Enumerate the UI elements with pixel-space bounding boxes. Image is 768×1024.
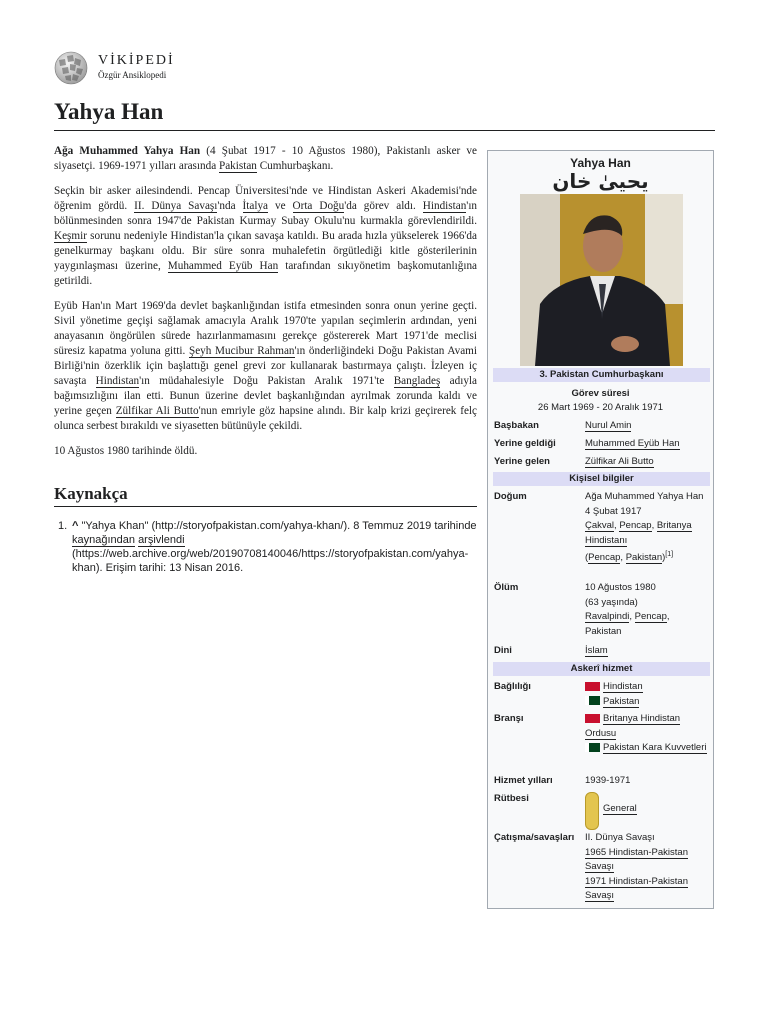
- article-link[interactable]: Keşmir: [54, 230, 87, 242]
- service-years: 1939-1971: [585, 775, 631, 786]
- wikipedia-globe-icon: [53, 51, 89, 85]
- war-link[interactable]: 1965 Hindistan-Pakistan Savaşı: [585, 846, 688, 872]
- career-paragraph: Seçkin bir asker ailesindendi. Pencap Üniversitesi'nde ve Hindistan Askeri Akademisi'nde öğrenim gördü. II. Dünya Savaşı'nda İtalya ve Orta Doğu'da görev aldı. Hindistan'ın bölünmesinden sonra 1947'de Pakistan Kurmay Subay Okulu'nu kurmakla görevlendirildi. Keşmir sorunu nedeniyle Hindistan'la çıkan savaşa katıldı. Bu arada hızla yükselerek 1966'da genelkurmay başkanı oldu. Bir süre sonra muhalefetin örgütlediği kitle gösterilerinin yaygınlaşması üzerine, Muhammed Eyüb Han tarafından sıkıyönetim başkomutanlığına getirildi.: [54, 185, 478, 287]
- religion-link[interactable]: İslam: [585, 645, 608, 656]
- site-tagline: Özgür Ansiklopedi: [98, 70, 167, 80]
- article-link[interactable]: Muhammed Eyüb Han: [167, 260, 279, 272]
- military-header: Askerî hizmet: [493, 662, 710, 676]
- birth-place: Çakval, Pencap, Britanya Hindistanı: [585, 520, 692, 546]
- british-india-flag-icon: [585, 714, 600, 723]
- british-india-flag-icon: [585, 682, 600, 691]
- reference-source-link[interactable]: kaynağından: [72, 534, 135, 546]
- death-age: (63 yaşında): [585, 596, 638, 608]
- article-link[interactable]: Şeyh Mucibur Rahman: [188, 345, 295, 357]
- reference-item: [58, 519, 477, 575]
- title-divider: [54, 130, 715, 131]
- predecessor-link[interactable]: Muhammed Eyüb Han: [585, 438, 680, 449]
- birth-place-link[interactable]: Pencap: [619, 520, 652, 531]
- site-wordmark: VİKİPEDİ: [98, 53, 175, 68]
- birth-place-link[interactable]: Çakval: [585, 520, 615, 531]
- birth-country-link[interactable]: Pakistan: [625, 552, 663, 564]
- office-header: 3. Pakistan Cumhurbaşkanı: [493, 368, 710, 382]
- article-link[interactable]: Orta Doğu: [292, 200, 345, 212]
- reference-backlink[interactable]: ^: [72, 520, 79, 532]
- references-heading: Kaynakça: [54, 484, 128, 503]
- intro-paragraph: Ağa Muhammed Yahya Han (4 Şubat 1917 - 10 Ağustos 1980), Pakistanlı asker ve siyasetçi. 1969-1971 yılları arasında Pakistan Cumhurbaşkanı.: [54, 145, 477, 172]
- article-body: [54, 144, 477, 469]
- references-list: [58, 519, 477, 575]
- term-value: 26 Mart 1969 - 20 Aralık 1971: [537, 402, 664, 413]
- birth-date: 4 Şubat 1917: [585, 505, 642, 517]
- allegiance-link[interactable]: Hindistan: [603, 681, 643, 692]
- birth-province-link[interactable]: Pencap: [588, 552, 621, 564]
- article-link[interactable]: II. Dünya Savaşı: [134, 200, 218, 212]
- war-item[interactable]: II. Dünya Savaşı: [585, 832, 655, 843]
- birth-place-link[interactable]: Britanya Hindistanı: [585, 520, 692, 546]
- wikipedia-logo[interactable]: [53, 51, 193, 87]
- article-link[interactable]: Hindistan: [95, 375, 140, 387]
- death-paragraph: 10 Ağustos 1980 tarihinde öldü.: [54, 445, 198, 457]
- death-date: 10 Ağustos 1980: [585, 582, 656, 593]
- death-country: Pakistan: [585, 625, 622, 637]
- branch-link[interactable]: Pakistan Kara Kuvvetleri: [603, 742, 707, 753]
- presidency-paragraph: Eyüb Han'ın Mart 1969'da devlet başkanlığından istifa etmesinden sonra onun yerine geçti. Sivil yönetime geçişi sağlamak amacıyla Aralık 1970'te yapılan seçimlerin ardından, yeni anayasanın öngörülen sürede hazırlanmamasını gerekçe göstererek Mart 1971'de meclisi süresiz kapatma yoluna gitti. Şeyh Mucibur Rahman'ın önderliğindeki Doğu Pakistan Avami Birliği'nin özerklik için başlattığı genel grevi zor kullanarak bastırmaya çalıştı. İzleyen iç savaşta Hindistan'ın müdahalesiyle Doğu Pakistan Aralık 1971'te Bangladeş adıyla bağımsızlığını ilan etti. Bunun üzerine devlet başkanlığından ayrılmak zorunda kaldı ve yerine geçen Zülfikar Ali Butto'nun emriyle göz hapsine alındı. Bir kalp krizi geçirerek felç olunca serbest bırakıldı ve siyasetten bütünüyle çekildi.: [54, 300, 477, 432]
- death-province-link[interactable]: Pencap: [634, 611, 667, 622]
- article-link[interactable]: İtalya: [242, 200, 268, 212]
- reference-number: 1.: [58, 520, 68, 532]
- infobox-row-rank: Rütbesi General: [494, 792, 710, 832]
- infobox-title: Yahya Han: [570, 156, 631, 170]
- birth-name: Ağa Muhammed Yahya Han: [585, 491, 704, 502]
- branch-link[interactable]: Britanya Hindistan Ordusu: [585, 713, 681, 739]
- reference-text-a[interactable]: "Yahya Khan" (http://storyofpakistan.com/yahya-khan/). 8 Temmuz 2019 tarihinde: [78, 520, 477, 532]
- pm-link[interactable]: Nurul Amin: [585, 420, 632, 431]
- birth-footnote[interactable]: [1]: [665, 551, 674, 558]
- article-link[interactable]: Hindistan: [422, 200, 467, 212]
- article-link[interactable]: Pakistan: [218, 160, 257, 172]
- portrait-image: [520, 194, 683, 366]
- personal-header: Kişisel bilgiler: [493, 472, 710, 486]
- article-link[interactable]: Bangladeş: [393, 375, 441, 387]
- pakistan-flag-icon: [585, 696, 600, 705]
- infobox-native-name: يحيیٰ خان: [552, 169, 649, 193]
- allegiance-link[interactable]: Pakistan: [603, 695, 640, 707]
- references-divider: [54, 506, 477, 507]
- infobox: Yahya Han يحيیٰ خان 3. Pakistan Cumhurbaşkanı Görev süresi 26 Mart 1969 - 20 Aralık 1971 Başbakan Nurul Amin Yerine geldiği Muhammed Eyüb Han Yerine gelen Zülfikar Ali Butto Kişisel bilgiler Doğum Ağa Muhammed Yahya Han 4 Şubat 1917 Çakval, Pencap, Britanya Hindistanı (Pencap, Pakistan)[1] Ölüm 10 Ağustos 1980 (63 yaşında) Ravalpindi, Pencap, Pakistan Dini İslam Askerî hizmet Bağlılığı Hindistan Pakistan Branşı Britanya Hindistan Ordusu Pakistan Kara Kuvvetleri Hizmet yılları 1939-1971 Rütbesi General Çatışma/savaşları II. Dünya Savaşı 1965 Hindistan-Pakistan Savaşı 1971 Hindistan-Pakistan Savaşı: [487, 150, 714, 909]
- page-title: Yahya Han: [54, 99, 164, 124]
- reference-text-c[interactable]: (https://web.archive.org/web/20190708140046/https://storyofpakistan.com/yahya-khan). Erişim tarihi: 13 Nisan 2016.: [72, 548, 469, 574]
- term-label: Görev süresi: [571, 388, 630, 399]
- article-link[interactable]: Zülfikar Ali Butto: [115, 405, 199, 417]
- death-city-link[interactable]: Ravalpindi: [585, 611, 630, 622]
- portrait-photo[interactable]: [520, 194, 683, 366]
- rank-link[interactable]: General: [603, 803, 637, 814]
- pakistan-flag-icon: [585, 743, 600, 752]
- successor-link[interactable]: Zülfikar Ali Butto: [585, 456, 654, 467]
- birth-place-modern: (Pencap, Pakistan)[1]: [585, 551, 674, 564]
- reference-archive-link[interactable]: arşivlendi: [138, 534, 185, 546]
- rank-insignia-icon[interactable]: [585, 792, 599, 830]
- war-link[interactable]: 1971 Hindistan-Pakistan Savaşı: [585, 875, 688, 901]
